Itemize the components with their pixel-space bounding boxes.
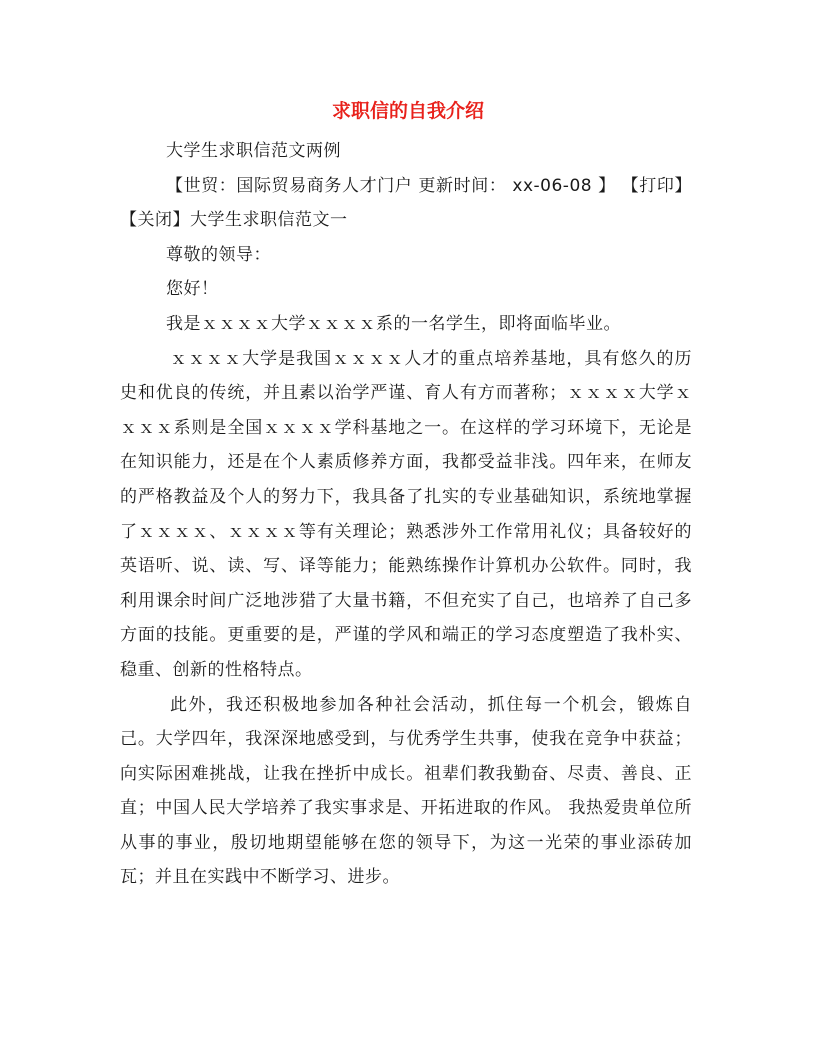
paragraph-source-line: 【世贸：国际贸易商务人才门户 更新时间： xx-06-08 】 【打印】【关闭】大学生求职信范文一: [120, 175, 692, 231]
paragraph-education: ｘｘｘｘ大学是我国ｘｘｘｘ人才的重点培养基地，具有悠久的历史和优良的传统，并且素以治学严谨、育人有方而著称；ｘｘｘｘ大学ｘｘｘｘ系则是全国ｘｘｘｘ学科基地之一。在这样的学习环境下，无论是在知识能力，还是在个人素质修养方面，我都受益非浅。四年来，在师友的严格教益及个人的努力下，我具备了扎实的专业基础知识，系统地掌握了ｘｘｘｘ、ｘｘｘｘ等有关理论；熟悉涉外工作常用礼仪；具备较好的英语听、说、读、写、译等能力；能熟练操作计算机办公软件。同时，我利用课余时间广泛地涉猎了大量书籍，不但充实了自己，也培养了自己多方面的技能。更重要的是，严谨的学风和端正的学习态度塑造了我朴实、稳重、创新的性格特点。: [120, 348, 692, 680]
paragraph-intro: 我是ｘｘｘｘ大学ｘｘｘｘ系的一名学生，即将面临毕业。: [166, 313, 621, 334]
document-body: [120, 134, 692, 895]
paragraph-greeting: 您好！: [166, 279, 219, 300]
paragraph-activities: 此外，我还积极地参加各种社会活动，抓住每一个机会，锻炼自己。大学四年，我深深地感受到，与优秀学生共事，使我在竞争中获益；向实际困难挑战，让我在挫折中成长。祖辈们教我勤奋、尽责、善良、正直；中国人民大学培养了我实事求是、开拓进取的作风。 我热爱贵单位所从事的事业，殷切地期望能够在您的领导下，为这一光荣的事业添砖加瓦；并且在实践中不断学习、进步。: [120, 694, 692, 888]
paragraph-salutation: 尊敬的领导：: [166, 244, 271, 265]
document-title: 求职信的自我介绍: [331, 100, 484, 122]
paragraph-subtitle: 大学生求职信范文两例: [166, 141, 341, 161]
